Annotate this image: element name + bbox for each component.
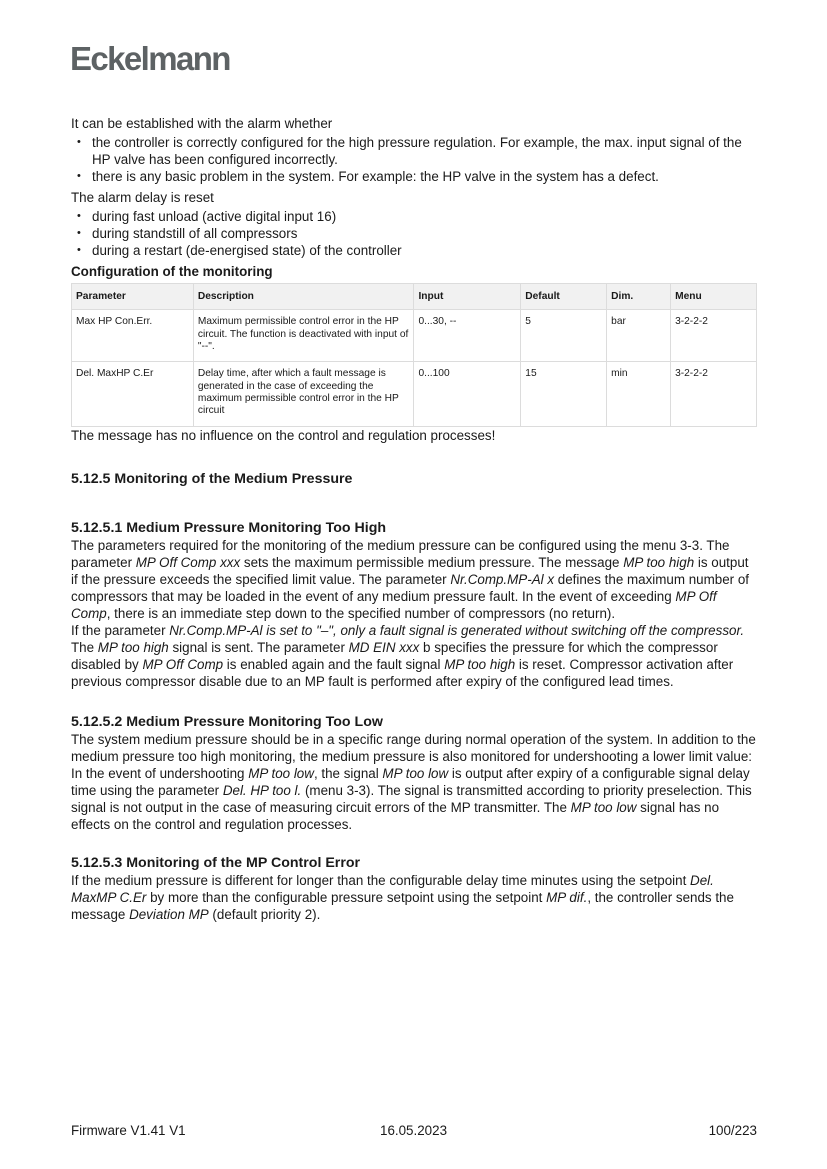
footer-date: 16.05.2023	[380, 1123, 448, 1138]
paragraph-too-high-2: If the parameter Nr.Comp.MP-Al is set to "–", only a fault signal is generated without switching off the compressor. The MP too high signal is sent. The parameter MD EIN xxx b specifies the pressure for which the compressor disabled by MP Off Comp is enabled again and the fault signal MP too high is reset. Compressor activation after previous compressor disable due to an MP fault is performed after expiry of the configured lead times.	[71, 623, 745, 690]
list-item: • the controller is correctly configured for the high pressure regulation. For example, the max. input signal of the HP valve has been configured incorrectly.	[77, 134, 757, 168]
footer-page-number: 100/223	[708, 1123, 757, 1138]
page-footer	[71, 1123, 757, 1138]
paragraph-too-high-1: The parameters required for the monitoring of the medium pressure can be configured using the menu 3-3. The parameter MP Off Comp xxx sets the maximum permissible medium pressure. The message MP too high is output if the pressure exceeds the specified limit value. The parameter Nr.Comp.MP-Al x defines the maximum number of compressors that may be loaded in the event of any medium pressure fault. In the event of exceeding MP Off Comp, there is an immediate step down to the specified number of compressors (no return).	[71, 538, 750, 622]
footer-firmware: Firmware V1.41 V1	[71, 1123, 186, 1138]
list-item: • there is any basic problem in the system. For example: the HP valve in the system has a defect.	[77, 168, 757, 185]
intro-lead: It can be established with the alarm whether	[71, 116, 333, 131]
config-heading: Configuration of the monitoring	[71, 264, 273, 279]
column-header-dim: Dim.	[607, 284, 671, 310]
cell-input: 0...30, --	[414, 310, 521, 362]
column-header-default: Default	[521, 284, 607, 310]
cell-dim: bar	[607, 310, 671, 362]
table-row	[72, 310, 757, 362]
section-heading-5-12-5-1: 5.12.5.1 Medium Pressure Monitoring Too High	[71, 520, 387, 537]
list-item: • during a restart (de-energised state) of the controller	[77, 242, 757, 259]
column-header-input: Input	[414, 284, 521, 310]
cell-menu: 3-2-2-2	[671, 362, 757, 427]
section-heading-5-12-5-2: 5.12.5.2 Medium Pressure Monitoring Too Low	[71, 714, 383, 731]
paragraph-control-error: If the medium pressure is different for longer than the configurable delay time minutes using the setpoint Del. MaxMP C.Er by more than the configurable pressure setpoint using the setpoint MP dif., the controller sends the message Deviation MP (default priority 2).	[71, 873, 734, 923]
column-header-description: Description	[193, 284, 414, 310]
column-header-menu: Menu	[671, 284, 757, 310]
section-heading-5-12-5: 5.12.5 Monitoring of the Medium Pressure	[71, 471, 353, 488]
config-note: The message has no influence on the control and regulation processes!	[71, 428, 496, 444]
list-item: • during standstill of all compressors	[77, 225, 757, 242]
section-heading-5-12-5-3: 5.12.5.3 Monitoring of the MP Control Error	[71, 855, 361, 872]
column-header-parameter: Parameter	[72, 284, 194, 310]
cell-default: 5	[521, 310, 607, 362]
cell-menu: 3-2-2-2	[671, 310, 757, 362]
page-content	[71, 115, 757, 923]
company-logo: Eckelmann	[70, 40, 230, 77]
cell-parameter: Max HP Con.Err.	[72, 310, 194, 362]
reset-lead: The alarm delay is reset	[71, 190, 214, 205]
table-row	[72, 362, 757, 427]
alarm-check-list	[77, 134, 757, 185]
reset-conditions-list	[77, 208, 757, 259]
cell-description: Delay time, after which a fault message is generated in the case of exceeding the maximum permissible control error in the HP circuit	[193, 362, 414, 427]
cell-input: 0...100	[414, 362, 521, 427]
config-table	[71, 283, 757, 427]
cell-default: 15	[521, 362, 607, 427]
list-item: • during fast unload (active digital input 16)	[77, 208, 757, 225]
paragraph-too-low-1: The system medium pressure should be in a specific range during normal operation of the system. In addition to the medium pressure too high monitoring, the medium pressure is also monitored for undershooting a lower limit value:	[71, 732, 756, 765]
cell-dim: min	[607, 362, 671, 427]
cell-description: Maximum permissible control error in the HP circuit. The function is deactivated with input of "--".	[193, 310, 414, 362]
paragraph-too-low-2: In the event of undershooting MP too low, the signal MP too low is output after expiry of a configurable signal delay time using the parameter Del. HP too l. (menu 3-3). The signal is transmitted according to priority preselection. This signal is not output in the case of measuring circuit errors of the MP transmitter. The MP too low signal has no effects on the control and regulation processes.	[71, 766, 752, 833]
table-header-row	[72, 284, 757, 310]
cell-parameter: Del. MaxHP C.Er	[72, 362, 194, 427]
